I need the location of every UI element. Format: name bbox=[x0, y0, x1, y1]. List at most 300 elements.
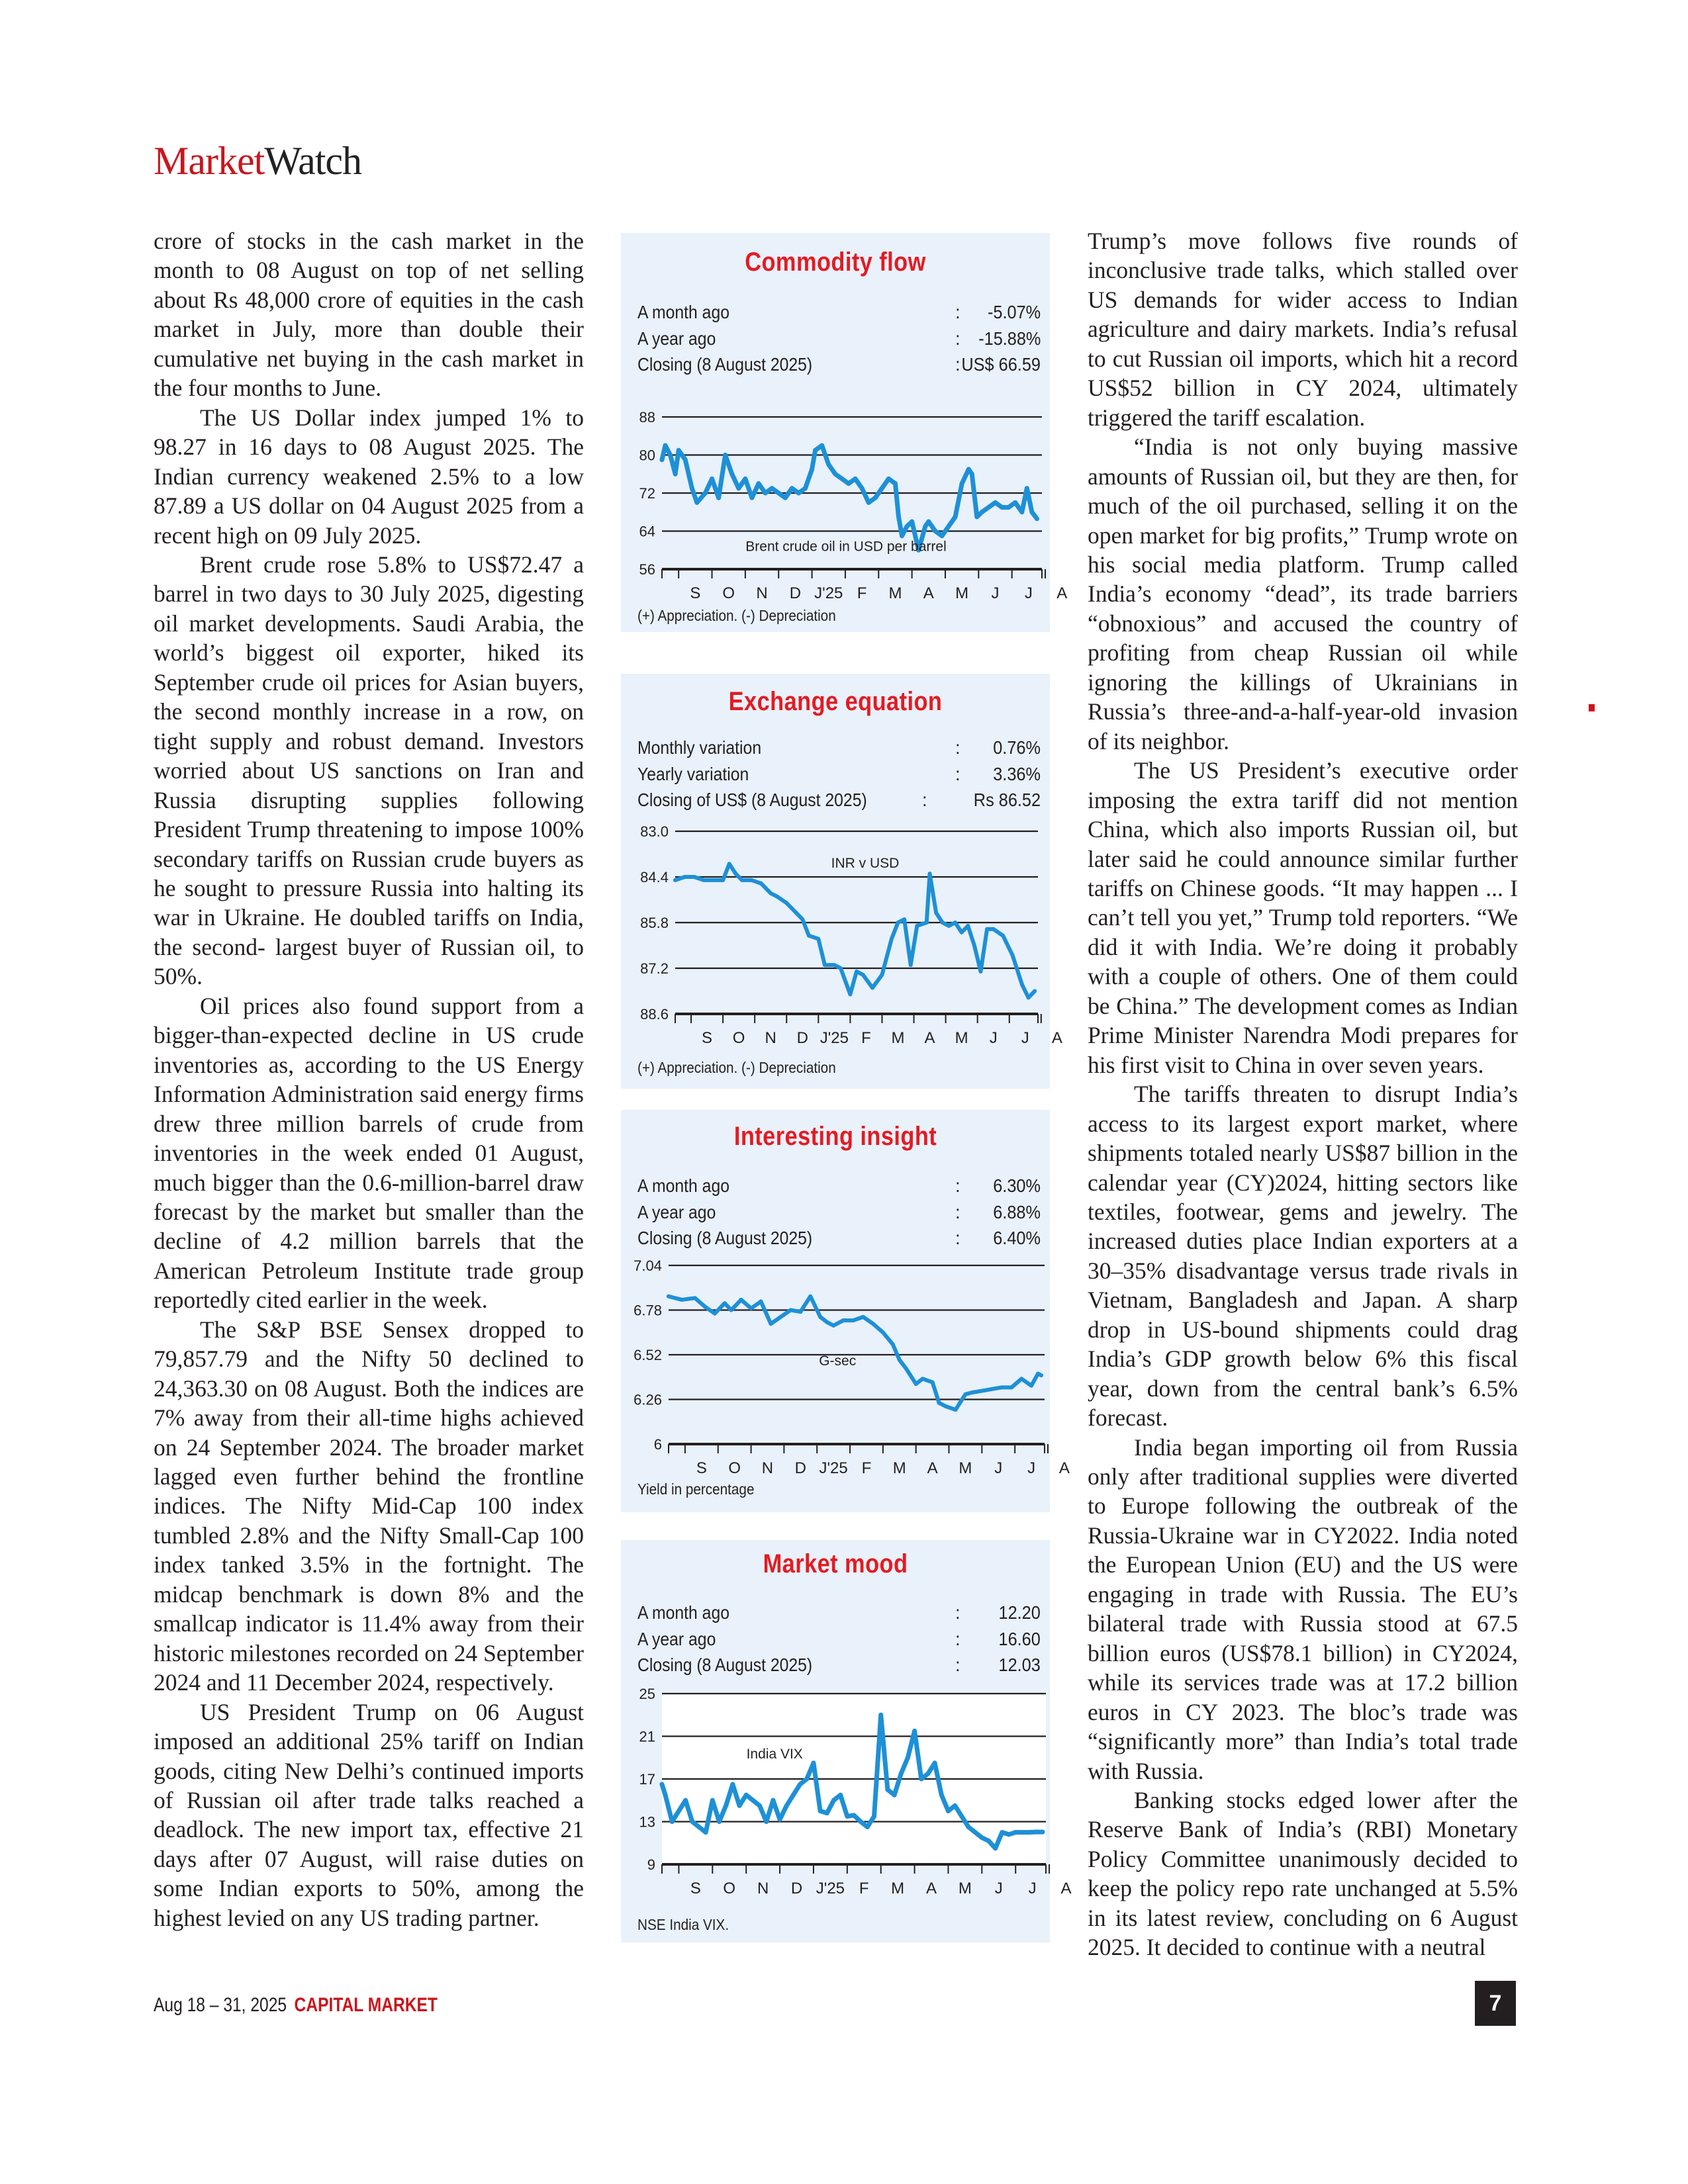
data-point bbox=[966, 924, 970, 928]
stat-row bbox=[637, 1173, 1041, 1199]
stat-label: A month ago bbox=[637, 1175, 729, 1196]
data-point bbox=[931, 1381, 935, 1385]
data-point bbox=[839, 966, 843, 970]
data-point bbox=[769, 891, 773, 895]
x-tick-label: J bbox=[1027, 1459, 1036, 1477]
data-point bbox=[845, 1814, 849, 1819]
data-point bbox=[1027, 1830, 1031, 1835]
data-point bbox=[899, 1771, 904, 1776]
exchange-equation-box bbox=[621, 674, 1062, 1089]
data-point bbox=[986, 1839, 991, 1843]
data-point bbox=[673, 472, 678, 477]
stat-colon: : bbox=[955, 1655, 961, 1675]
paragraph: “India is not only buying massive amounts of Russian oil, but they are then, for much of the oil purchased, selling it on the open market for big profits,” Trump wrote on his social media platform. Trump called India’s economy “dead”, its trade barriers “obnoxious” and accused the country of profiting from cheap Russian oil while ignoring the killings of Ukrainians in Russia’s three-and-a-half-year-old invasion of its neighbor. bbox=[1088, 433, 1518, 754]
x-tick-label: J bbox=[994, 1880, 1003, 1897]
data-point bbox=[693, 1296, 697, 1300]
y-tick-label: 9 bbox=[647, 1856, 655, 1873]
x-tick-label: D bbox=[794, 1459, 806, 1477]
data-point bbox=[704, 1830, 708, 1835]
data-point bbox=[713, 1312, 717, 1316]
y-tick-label: 6.26 bbox=[633, 1391, 662, 1408]
data-point bbox=[770, 486, 774, 490]
data-point bbox=[966, 467, 971, 472]
data-point bbox=[970, 472, 974, 477]
x-tick-label: J bbox=[989, 1029, 998, 1047]
stat-row bbox=[637, 351, 1041, 378]
stat-label: A month ago bbox=[637, 302, 729, 322]
data-point bbox=[764, 1819, 769, 1824]
stat-colon: : bbox=[955, 328, 961, 349]
data-point bbox=[663, 1793, 668, 1797]
x-tick-label: M bbox=[959, 1459, 972, 1477]
paragraph: The tariffs threaten to disrupt India’s access to its largest export market, where shipments totaled nearly US$87 billion in the calendar year (CY)2024, hitting sectors like textiles, footwear, gems and jewelry. The increased duties place Indian exporters at a 30–35% disadvantage versus trade rivals in Vietnam, Bangladesh and Japan. A sharp drop in US-bound shipments could drag India’s GDP growth below 6% this fiscal year, down from the central bank’s 6.5% forecast. bbox=[1088, 1081, 1518, 1432]
data-point bbox=[902, 917, 906, 921]
data-point bbox=[811, 1760, 816, 1765]
stat-label: A year ago bbox=[637, 1201, 716, 1222]
y-tick-label: 25 bbox=[639, 1686, 655, 1702]
data-point bbox=[808, 1295, 812, 1298]
data-point bbox=[861, 1315, 865, 1319]
data-point bbox=[716, 496, 721, 500]
x-tick-label: M bbox=[892, 1459, 906, 1477]
paragraph: Trump’s move follows five rounds of inconclusive trade talks, which stalled over US demands for wider access to Indian agriculture and dairy markets. India’s refusal to cut Russian oil imports, which hit a record US$52 billion in CY 2024, ultimately triggered the tariff escalation. bbox=[1088, 228, 1518, 431]
data-point bbox=[963, 1392, 967, 1396]
gsec-yield-chart bbox=[621, 1252, 1070, 1477]
stat-label: Yearly variation bbox=[637, 763, 749, 784]
data-point bbox=[673, 878, 677, 882]
stat-row bbox=[637, 1626, 1041, 1653]
series-label: Brent crude oil in USD per barrel bbox=[745, 539, 947, 555]
data-point bbox=[818, 1315, 822, 1319]
data-point bbox=[690, 486, 694, 490]
y-tick-label: 6 bbox=[653, 1436, 662, 1453]
data-point bbox=[993, 500, 998, 505]
y-tick-label: 85.8 bbox=[640, 915, 669, 931]
stat-row bbox=[637, 1652, 1041, 1678]
x-tick-label: J bbox=[1021, 1029, 1029, 1047]
x-tick-label: F bbox=[861, 1459, 872, 1477]
box-title: Market mood bbox=[763, 1549, 908, 1578]
data-point bbox=[778, 1315, 782, 1319]
data-point bbox=[683, 1798, 688, 1803]
data-point bbox=[771, 1798, 775, 1803]
data-point bbox=[784, 1803, 789, 1808]
data-point bbox=[896, 514, 901, 519]
paragraph: crore of stocks in the cash market in the month to 08 August on top of net selling about Rs 48,000 crore of equities in the cash market in July, more than double their cumulative net buying in the cash market in the four months to June. bbox=[154, 228, 584, 402]
box-title: Commodity flow bbox=[745, 248, 926, 277]
data-point bbox=[870, 986, 874, 990]
data-point bbox=[910, 520, 914, 524]
data-point bbox=[891, 1342, 895, 1346]
x-tick-label: J'25 bbox=[819, 1459, 848, 1477]
data-point bbox=[934, 911, 938, 915]
data-point bbox=[881, 1330, 885, 1334]
series-label: G-sec bbox=[819, 1353, 857, 1369]
data-point bbox=[852, 1813, 857, 1817]
stat-row bbox=[637, 326, 1041, 352]
data-point bbox=[690, 1819, 694, 1824]
x-tick-label: N bbox=[765, 1029, 776, 1047]
stat-colon: : bbox=[955, 1628, 961, 1649]
stat-value: 0.76% bbox=[993, 737, 1041, 758]
x-tick-label: O bbox=[723, 1880, 736, 1897]
stat-row bbox=[637, 1600, 1041, 1626]
data-point bbox=[832, 963, 836, 967]
stat-colon: : bbox=[955, 1201, 961, 1222]
data-point bbox=[677, 448, 681, 453]
page-number: 7 bbox=[1475, 1981, 1516, 2026]
x-tick-label: N bbox=[761, 1459, 774, 1477]
data-point bbox=[800, 917, 804, 921]
data-point bbox=[867, 500, 871, 505]
y-tick-label: 21 bbox=[639, 1728, 655, 1745]
x-tick-label: J bbox=[1024, 584, 1033, 602]
stat-value: 12.20 bbox=[998, 1602, 1041, 1623]
data-point bbox=[1000, 505, 1004, 510]
data-point bbox=[906, 1755, 910, 1760]
data-point bbox=[820, 443, 824, 448]
y-tick-label: 17 bbox=[639, 1771, 655, 1788]
data-point bbox=[833, 472, 837, 477]
stat-value: 6.88% bbox=[993, 1201, 1041, 1222]
data-point bbox=[710, 1798, 715, 1803]
data-point bbox=[1019, 510, 1024, 514]
data-point bbox=[859, 1819, 863, 1824]
data-point bbox=[668, 453, 673, 457]
data-point bbox=[677, 1809, 681, 1813]
data-point bbox=[1006, 505, 1011, 510]
x-tick-label: J bbox=[994, 1459, 1003, 1477]
data-point bbox=[723, 1301, 727, 1305]
stat-label: Closing (8 August 2025) bbox=[637, 1228, 813, 1248]
data-point bbox=[1029, 510, 1034, 514]
magazine-name: CAPITAL MARKET bbox=[294, 1994, 438, 2016]
x-tick-label: A bbox=[926, 1880, 937, 1897]
commodity-flow-box bbox=[621, 233, 1068, 632]
stat-label: Monthly variation bbox=[637, 737, 762, 758]
data-point bbox=[990, 1387, 994, 1391]
data-point bbox=[985, 927, 989, 931]
stat-colon: : bbox=[955, 354, 961, 375]
x-tick-label: S bbox=[690, 1880, 701, 1897]
y-tick-label: 80 bbox=[639, 447, 655, 464]
data-point bbox=[959, 1814, 964, 1819]
paragraph: Banking stocks edged lower after the Reserve Bank of India’s (RBI) Monetary Policy Committee unanimously decided to keep the policy repo rate unchanged at 5.5% in its latest review, concluding on 6 August 2025. It decided to continue with a neutral bbox=[1088, 1787, 1518, 1961]
data-point bbox=[788, 1308, 792, 1312]
data-point bbox=[763, 491, 768, 496]
india-vix-chart bbox=[621, 1679, 1072, 1907]
paragraph: US President Trump on 06 August imposed an additional 25% tariff on Indian goods, citing New Delhi’s continued imports of Russian oil after trade talks reached a deadlock. The new import tax, effective 21 days after 07 August, will raise duties on some Indian exports to 50%, among the highest levied on any US trading partner. bbox=[154, 1698, 584, 1931]
data-point bbox=[947, 924, 951, 928]
data-point bbox=[939, 1793, 944, 1797]
data-point bbox=[823, 963, 827, 967]
y-tick-label: 6.52 bbox=[633, 1347, 662, 1363]
data-point bbox=[944, 1404, 948, 1408]
data-point bbox=[886, 477, 891, 481]
data-point bbox=[807, 934, 811, 938]
y-tick-label: 72 bbox=[639, 485, 655, 502]
data-point bbox=[776, 491, 781, 496]
data-point bbox=[980, 1389, 984, 1393]
data-point bbox=[1011, 953, 1015, 957]
x-tick-label: A bbox=[927, 1459, 938, 1477]
x-tick-label: M bbox=[891, 1029, 905, 1047]
data-point bbox=[757, 1803, 762, 1808]
stat-value: 12.03 bbox=[998, 1655, 1041, 1675]
data-point bbox=[759, 1300, 763, 1304]
data-point bbox=[1000, 1830, 1004, 1835]
x-tick-label: F bbox=[859, 1880, 869, 1897]
data-point bbox=[1013, 1830, 1018, 1835]
data-point bbox=[739, 1298, 743, 1302]
series-label: INR v USD bbox=[831, 856, 900, 872]
masthead-watch: Watch bbox=[264, 139, 362, 183]
stat-label: Closing (8 August 2025) bbox=[637, 354, 813, 375]
data-point bbox=[729, 1308, 733, 1312]
stats-table bbox=[637, 1600, 1041, 1678]
data-point bbox=[703, 1304, 707, 1308]
stat-label: A month ago bbox=[637, 1602, 729, 1623]
y-tick-label: 87.2 bbox=[640, 960, 669, 977]
data-point bbox=[928, 872, 932, 876]
data-point bbox=[992, 927, 996, 931]
stat-label: A year ago bbox=[637, 328, 716, 349]
y-tick-label: 7.04 bbox=[633, 1257, 662, 1274]
data-point bbox=[973, 1830, 978, 1835]
paragraph: The S&P BSE Sensex dropped to 79,857.79 and the Nifty 50 declined to 24,363.30 on 08 August. Both the indices are 7% away from their all-time highs achieved on 24 September 2024. The broader market lagged even further behind the frontline indices. The Nifty Mid-Cap 100 index tumbled 2.8% and the Nifty Small-Cap 100 index tanked 3.5% in the fortnight. The midcap benchmark is down 8% and the smallcap indicator is 11.4% away from their historic milestones recorded on 24 September 2024 and 11 December 2024, respectively. bbox=[154, 1316, 584, 1696]
chart-note: (+) Appreciation. (-) Depreciation bbox=[637, 607, 836, 624]
x-tick-label: F bbox=[857, 584, 867, 602]
data-point bbox=[784, 901, 788, 905]
data-point bbox=[702, 878, 706, 882]
data-point bbox=[893, 481, 898, 486]
data-point bbox=[853, 477, 858, 481]
x-tick-label: A bbox=[923, 584, 934, 602]
data-point bbox=[660, 1782, 665, 1787]
box-title: Interesting insight bbox=[733, 1122, 937, 1151]
data-point bbox=[744, 1793, 749, 1797]
x-tick-label: S bbox=[702, 1029, 713, 1047]
stat-colon: : bbox=[955, 737, 961, 758]
data-point bbox=[670, 1819, 675, 1824]
data-point bbox=[730, 1782, 735, 1787]
data-point bbox=[663, 443, 668, 448]
data-point bbox=[796, 491, 801, 496]
stat-row bbox=[637, 299, 1041, 326]
data-point bbox=[898, 1358, 902, 1362]
x-tick-label: M bbox=[955, 584, 969, 602]
data-point bbox=[757, 481, 761, 486]
data-point bbox=[937, 1401, 941, 1405]
series-label: India VIX bbox=[746, 1747, 803, 1762]
data-point bbox=[890, 937, 894, 941]
data-point bbox=[804, 1777, 809, 1782]
data-point bbox=[798, 1782, 802, 1787]
stat-value: 3.36% bbox=[993, 763, 1041, 784]
x-tick-label: J'25 bbox=[816, 1880, 845, 1897]
y-tick-label: 6.78 bbox=[633, 1302, 662, 1319]
data-point bbox=[813, 448, 818, 453]
data-point bbox=[1039, 1373, 1043, 1377]
x-tick-label: M bbox=[955, 1029, 968, 1047]
x-tick-label: J'25 bbox=[814, 584, 843, 602]
data-point bbox=[740, 878, 744, 882]
stats-table bbox=[637, 299, 1041, 378]
x-tick-label: S bbox=[690, 584, 701, 602]
data-point bbox=[986, 505, 991, 510]
paragraph: Brent crude rose 5.8% to US$72.47 a barrel in two days to 30 July 2025, digesting oil market developments. Saudi Arabia, the world’s biggest oil exporter, hiked its September crude oil prices for Asian buyers, the second monthly increase in a row, on tight supply and robust demand. Investors worried about US sanctions on Iran and Russia disrupting supplies following President Trump threatening to impose 100% secondary tariffs on Russian crude buyers as he sought to pressure Russia into halting its war in Ukraine. He doubled tariffs on India, the second- largest buyer of Russian oil, to 50%. bbox=[154, 551, 584, 990]
data-point bbox=[724, 1803, 728, 1808]
data-point bbox=[660, 457, 665, 462]
stat-row bbox=[637, 735, 1041, 761]
stat-colon: : bbox=[955, 763, 961, 784]
data-point bbox=[841, 1318, 845, 1322]
x-tick-label: D bbox=[789, 584, 802, 602]
y-tick-label: 83.0 bbox=[640, 823, 669, 840]
data-point bbox=[980, 510, 984, 514]
data-point bbox=[953, 514, 958, 519]
stat-value: US$ 66.59 bbox=[961, 354, 1041, 375]
data-point bbox=[933, 529, 937, 533]
data-point bbox=[900, 533, 904, 538]
issue-date: Aug 18 – 31, 2025 bbox=[154, 1994, 287, 2016]
interesting-insight-box bbox=[621, 1110, 1070, 1512]
x-tick-label: A bbox=[924, 1029, 935, 1047]
data-point bbox=[1035, 516, 1039, 521]
stat-label: Closing of US$ (8 August 2025) bbox=[637, 790, 867, 810]
x-tick-label: J bbox=[991, 584, 1000, 602]
data-point bbox=[905, 524, 910, 529]
data-point bbox=[1027, 995, 1031, 999]
data-point bbox=[818, 1809, 823, 1813]
article-column-left bbox=[154, 226, 584, 1933]
y-tick-label: 84.4 bbox=[640, 869, 669, 886]
data-point bbox=[683, 457, 688, 462]
data-point bbox=[904, 1367, 908, 1371]
x-tick-label: A bbox=[1060, 1880, 1072, 1897]
data-point bbox=[953, 921, 957, 925]
chart-note: Yield in percentage bbox=[637, 1480, 755, 1498]
stat-colon: : bbox=[922, 790, 927, 810]
paragraph: The US Dollar index jumped 1% to 98.27 in 16 days to 08 August 2025. The Indian currency weakened 2.5% to a low 87.89 a US dollar on 04 August 2025 from a recent high on 09 July 2025. bbox=[154, 404, 584, 549]
inr-usd-chart bbox=[621, 818, 1062, 1056]
stat-row bbox=[637, 1199, 1041, 1226]
data-point bbox=[953, 1408, 957, 1412]
x-tick-label: J'25 bbox=[820, 1029, 849, 1047]
paragraph: The US President’s executive order imposing the extra tariff did not mention China, which also imports Russian oil, but later said he could announce similar further tariffs on Chinese goods. “It may happen ... I can’t tell you yet,” Trump told reporters. “We did it with India. We’re doing it probably with a couple of others. One of them could be China.” The development comes as Indian Prime Minister Narendra Modi prepares for his first visit to China in over seven years. bbox=[1088, 757, 1518, 1078]
data-point bbox=[667, 1295, 671, 1298]
data-point bbox=[775, 895, 779, 899]
data-point bbox=[737, 1803, 742, 1808]
data-point bbox=[1040, 1830, 1045, 1835]
data-point bbox=[831, 1324, 835, 1328]
data-point bbox=[925, 1771, 930, 1776]
masthead-market: Market bbox=[154, 139, 265, 183]
data-point bbox=[925, 921, 929, 925]
data-point bbox=[980, 1835, 984, 1840]
x-tick-label: S bbox=[696, 1459, 707, 1477]
article-column-right bbox=[1088, 226, 1518, 1962]
x-tick-label: O bbox=[732, 1029, 745, 1047]
data-point bbox=[885, 1788, 890, 1792]
data-point bbox=[703, 491, 708, 496]
data-point bbox=[838, 1793, 843, 1797]
x-tick-label: A bbox=[1056, 584, 1068, 602]
data-point bbox=[896, 921, 900, 925]
stats-table bbox=[637, 1173, 1041, 1251]
x-tick-label: J bbox=[1028, 1880, 1037, 1897]
data-point bbox=[696, 1825, 701, 1829]
paragraph: Oil prices also found support from a bigger-than-expected decline in US crude inventories as, according to the US Energy Information Administration said energy firms drew three million barrels of crude from inventories in the week ended 01 August, much bigger than the 0.6-million-barrel draw forecast by the market but smaller than the decline of 4.2 million barrels that the American Petroleum Institute trade group reportedly cited earlier in the week. bbox=[154, 992, 584, 1314]
data-point bbox=[941, 921, 945, 925]
x-tick-label: N bbox=[756, 584, 768, 602]
stat-label: Closing (8 August 2025) bbox=[637, 1655, 813, 1675]
data-point bbox=[712, 878, 716, 882]
data-point bbox=[723, 453, 727, 457]
data-point bbox=[848, 992, 852, 996]
data-point bbox=[892, 1793, 897, 1797]
data-point bbox=[873, 496, 878, 500]
data-point bbox=[865, 1825, 870, 1829]
y-tick-label: 13 bbox=[639, 1813, 655, 1831]
data-point bbox=[790, 486, 794, 490]
data-point bbox=[947, 524, 951, 529]
stat-label: A year ago bbox=[637, 1628, 716, 1649]
stat-colon: : bbox=[955, 1175, 961, 1196]
data-point bbox=[953, 1803, 957, 1808]
data-point bbox=[872, 1814, 876, 1819]
section-masthead bbox=[154, 138, 361, 184]
x-tick-label: D bbox=[790, 1880, 803, 1897]
data-point bbox=[878, 1713, 883, 1717]
x-tick-label: A bbox=[1051, 1029, 1062, 1047]
data-point bbox=[972, 944, 976, 948]
stat-row bbox=[637, 787, 1041, 813]
data-point bbox=[729, 472, 734, 477]
box-title: Exchange equation bbox=[728, 687, 943, 716]
data-point bbox=[736, 486, 741, 490]
data-point bbox=[825, 1320, 829, 1324]
data-point bbox=[759, 882, 763, 886]
x-tick-label: F bbox=[861, 1029, 871, 1047]
data-point bbox=[933, 1760, 937, 1765]
data-point bbox=[749, 878, 753, 882]
data-point bbox=[915, 924, 919, 928]
market-mood-box bbox=[621, 1540, 1072, 1942]
data-point bbox=[749, 496, 754, 500]
data-point bbox=[680, 1298, 684, 1302]
data-point bbox=[919, 1777, 923, 1782]
data-point bbox=[860, 486, 865, 490]
margin-marker bbox=[1589, 704, 1595, 711]
stat-row bbox=[637, 761, 1041, 788]
data-point bbox=[831, 1798, 836, 1803]
data-point bbox=[733, 872, 737, 876]
data-point bbox=[1001, 934, 1005, 938]
data-point bbox=[710, 477, 714, 481]
data-point bbox=[912, 1729, 917, 1733]
data-point bbox=[717, 1819, 722, 1824]
data-point bbox=[960, 931, 964, 934]
y-tick-label: 88 bbox=[639, 409, 655, 426]
data-point bbox=[851, 1318, 855, 1322]
data-point bbox=[810, 467, 814, 472]
data-point bbox=[751, 1798, 755, 1803]
data-point bbox=[1000, 1385, 1004, 1389]
data-point bbox=[855, 970, 859, 974]
data-point bbox=[1009, 1385, 1013, 1389]
data-point bbox=[826, 462, 831, 467]
